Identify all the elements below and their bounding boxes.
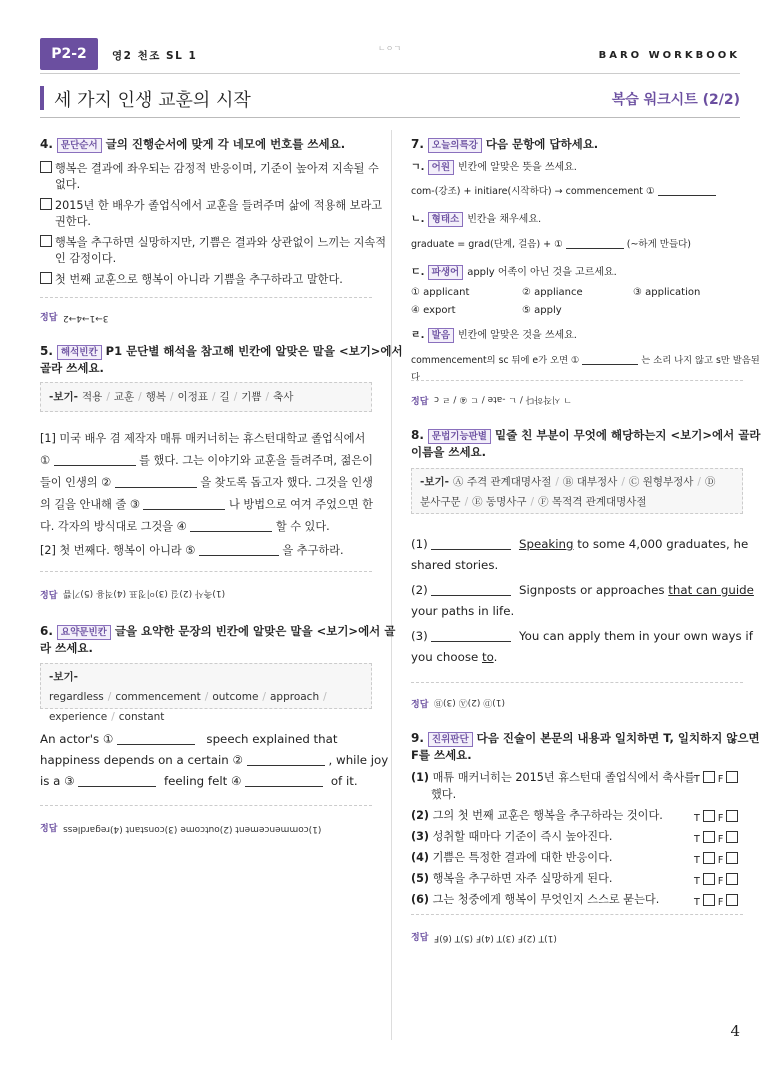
q4-item-1: 행복은 결과에 좌우되는 감정적 반응이며, 기준이 높아져 지속될 수 [40,160,379,177]
blank-2[interactable] [431,583,511,596]
blank-1[interactable] [658,183,716,196]
blank-3[interactable] [431,629,511,642]
q8-separator [411,682,743,683]
q7-option-2[interactable]: ② appliance [522,287,583,298]
true-box[interactable] [703,831,715,843]
q6-answer: 정답 (1)commencement (2)outcome (3)constant (4)regardless [40,824,322,834]
q5-heading: 5. 해석빈칸 P1 문단별 해석을 참고해 빈칸에 알맞은 말을 <보기>에서 [40,344,403,358]
q6-heading: 6. 요약문빈칸 글을 요약한 문장의 빈칸에 알맞은 말을 <보기>에서 골 [40,624,396,638]
page-title: 세 가지 인생 교훈의 시작 [54,90,251,111]
header-mark: ㄴㅇㄱ [378,43,402,52]
q7-r-prompt: ㄹ. 발음 빈칸에 알맞은 것을 쓰세요. [411,330,577,341]
q8-sentence-1: (1) Speaking to some 4,000 graduates, he [411,537,749,551]
tf-choice: T F [694,771,741,785]
q4-heading [40,136,345,153]
true-box[interactable] [703,771,715,783]
order-box[interactable] [40,235,52,247]
false-box[interactable] [726,810,738,822]
q7-heading: 7. 오늘의특강 다음 문항에 답하세요. [411,137,599,151]
q4-number: 4. [40,137,53,151]
header-rule [40,73,740,74]
q9-statement-6: (6) 그는 청중에게 행복이 무엇인지 스스로 묻는다. [411,893,660,906]
tf-choice: T F [694,873,741,887]
q6-separator [40,805,372,806]
true-box[interactable] [703,810,715,822]
worksheet-label: 복습 워크시트 (2/2) [611,92,740,108]
true-box[interactable] [703,873,715,885]
q8-sentence-3: (3) You can apply them in your own ways if [411,629,753,643]
true-box[interactable] [703,852,715,864]
q7-d-prompt: ㄷ. 파생어 apply 어족이 아닌 것을 고르세요. [411,267,617,278]
q5-word-box: -보기- 적용 / 교훈 / 행복 / 이정표 / 길 / 기쁨 / 축사 [40,382,372,412]
q5-para1-line5: 다. 각자의 방식대로 그것을 ④ 할 수 있다. [40,520,330,533]
q5-para2: [2] 첫 번째다. 행복이 아니라 ⑤ 을 추구하라. [40,544,344,557]
q9-heading-cont: F를 쓰세요. [411,748,472,762]
q4-item-1-cont: 없다. [55,178,81,191]
blank-1[interactable] [54,453,136,466]
q5-heading-cont: 골라 쓰세요. [40,361,104,375]
q7-n-prompt: ㄴ. 형태소 빈칸을 채우세요. [411,214,542,225]
q6-summary-line1: An actor's ① speech explained that [40,732,338,746]
q7-option-1[interactable]: ① applicant [411,287,470,298]
q9-statement-5: (5) 행복을 추구하면 자주 실망하게 된다. [411,872,613,885]
q7-option-4[interactable]: ④ export [411,305,456,316]
q5-para1-line4: 의 길을 안내해 줄 ③ 나 방법으로 여겨 주었으면 한 [40,498,373,511]
q5-badge: 해석빈칸 [57,345,102,360]
q6-summary-line3: is a ③ feeling felt ④ of it. [40,774,358,788]
title-rule [40,117,740,118]
q8-option-box: -보기- Ⓐ 주격 관계대명사절 / Ⓑ 대부정사 / Ⓒ 원형부정사 / Ⓓ 분사구문 / Ⓔ 동명사구 / Ⓕ 목적격 관계대명사절 [411,468,743,514]
title-accent-bar [40,86,44,110]
q9-statement-4: (4) 기쁨은 특정한 결과에 대한 반응이다. [411,851,613,864]
q6-badge: 요약문빈칸 [57,625,111,640]
q9-badge: 진위판단 [428,732,473,747]
page-number: 4 [730,1022,740,1040]
q7-g-line: com-(강조) + initiare(시작하다) → commencement ① [411,183,716,200]
blank-2[interactable] [247,753,325,766]
blank-3[interactable] [78,774,156,787]
page-tag: P2-2 [40,38,98,70]
q4-item-2-cont: 권한다. [55,215,91,228]
q5-para1-line2: ① 를 했다. 그는 이야기와 교훈을 들려주며, 젊은이 [40,454,373,467]
q6-summary-line2: happiness depends on a certain ② , while joy [40,753,389,767]
q8-sentence-2-cont: your paths in life. [411,604,515,618]
q8-answer: 정답 (1)Ⓓ (2)Ⓐ (3)Ⓑ [411,697,506,710]
order-box[interactable] [40,198,52,210]
blank-1[interactable] [566,236,624,249]
blank-5[interactable] [199,543,279,556]
q7-option-3[interactable]: ③ application [633,287,701,298]
blank-1[interactable] [431,537,511,550]
q7-r-line: commencement의 sc 뒤에 e가 오면 ① 는 소리 나지 않고 s만 발음된다 [411,352,768,386]
order-box[interactable] [40,272,52,284]
q8-heading-cont: 이름을 쓰세요. [411,445,487,459]
q9-answer: 정답 (1)T (2)F (3)T (4)F (5)T (6)F [411,933,558,943]
true-box[interactable] [703,894,715,906]
false-box[interactable] [726,771,738,783]
q4-answer: 정답 3→1→4→2 [40,313,109,323]
q8-badge: 문법기능판별 [428,429,491,444]
q6-word-box: -보기-regardless / commencement / outcome / approach / experience / constant [40,663,372,709]
q8-heading: 8. 문법기능판별 밑줄 친 부분이 무엇에 해당하는지 <보기>에서 골라 [411,428,761,442]
tf-choice: T F [694,852,741,866]
q9-statement-1-cont: 했다. [431,788,457,801]
q4-item-3-cont: 인 감정이다. [55,252,117,265]
q8-sentence-2: (2) Signposts or approaches that can guide [411,583,754,597]
q7-answer: 정답 ㄱ 시작하다 / ㄴ -ate / ㄷ ④ / ㄹ c [411,394,573,407]
q5-separator [40,571,372,572]
q9-statement-2: (2) 그의 첫 번째 교훈은 행복을 추구하라는 것이다. [411,809,663,822]
q7-separator [411,380,743,381]
q5-answer: 정답 (1)축사 (2)길 (3)이정표 (4)적용 (5)기쁨 [40,588,226,601]
q4-item-3: 행복을 추구하면 실망하지만, 기쁨은 결과와 상관없이 느끼는 지속적 [40,234,386,251]
blank-1[interactable] [117,732,195,745]
q9-statement-3: (3) 성취할 때마다 기준이 즉시 높아진다. [411,830,613,843]
q7-n-line: graduate = grad(단계, 걸음) + ① (~하게 만들다) [411,236,691,253]
q9-statement-1: (1) 매튜 매커너히는 2015년 휴스턴대 졸업식에서 축사를 [411,771,695,784]
brand-name: BARO WORKBOOK [598,50,740,61]
q5-para1-line1: [1] 미국 배우 겸 제작자 매튜 매커너히는 휴스턴대학교 졸업식에서 [40,432,366,445]
false-box[interactable] [726,852,738,864]
blank-1[interactable] [582,352,638,365]
blank-2[interactable] [115,475,197,488]
header-subtitle: 영2 천조 SL 1 [112,50,198,62]
q8-sentence-3-cont: you choose to. [411,650,498,664]
order-box[interactable] [40,161,52,173]
blank-4[interactable] [190,519,272,532]
q9-heading: 9. 진위판단 다음 진술이 본문의 내용과 일치하면 T, 일치하지 않으면 [411,731,760,745]
tf-choice: T F [694,831,741,845]
q4-badge: 문단순서 [57,138,102,153]
q6-heading-cont: 라 쓰세요. [40,641,93,655]
q9-separator [411,914,743,915]
q7-badge: 오늘의특강 [428,138,482,153]
q8-sentence-1-cont: shared stories. [411,558,499,572]
blank-3[interactable] [143,497,225,510]
q4-separator [40,297,372,298]
false-box[interactable] [726,894,738,906]
q7-option-5[interactable]: ⑤ apply [522,305,562,316]
q4-instruction: 글의 진행순서에 맞게 각 네모에 번호를 쓰세요. [105,137,346,151]
blank-4[interactable] [245,774,323,787]
false-box[interactable] [726,831,738,843]
tf-choice: T F [694,894,741,908]
q4-item-2: 2015년 한 배우가 졸업식에서 교훈을 들려주며 삶에 적용해 보라고 [40,197,382,214]
q5-para1-line3: 들이 인생의 ② 을 찾도록 돕고자 했다. 그것을 인생 [40,476,373,489]
column-divider [391,130,392,1040]
q7-g-prompt: ㄱ. 어원 빈칸에 알맞은 뜻을 쓰세요. [411,162,577,173]
false-box[interactable] [726,873,738,885]
q4-item-4: 첫 번째 교훈으로 행복이 아니라 기쁨을 추구하라고 말한다. [40,271,343,288]
tf-choice: T F [694,810,741,824]
